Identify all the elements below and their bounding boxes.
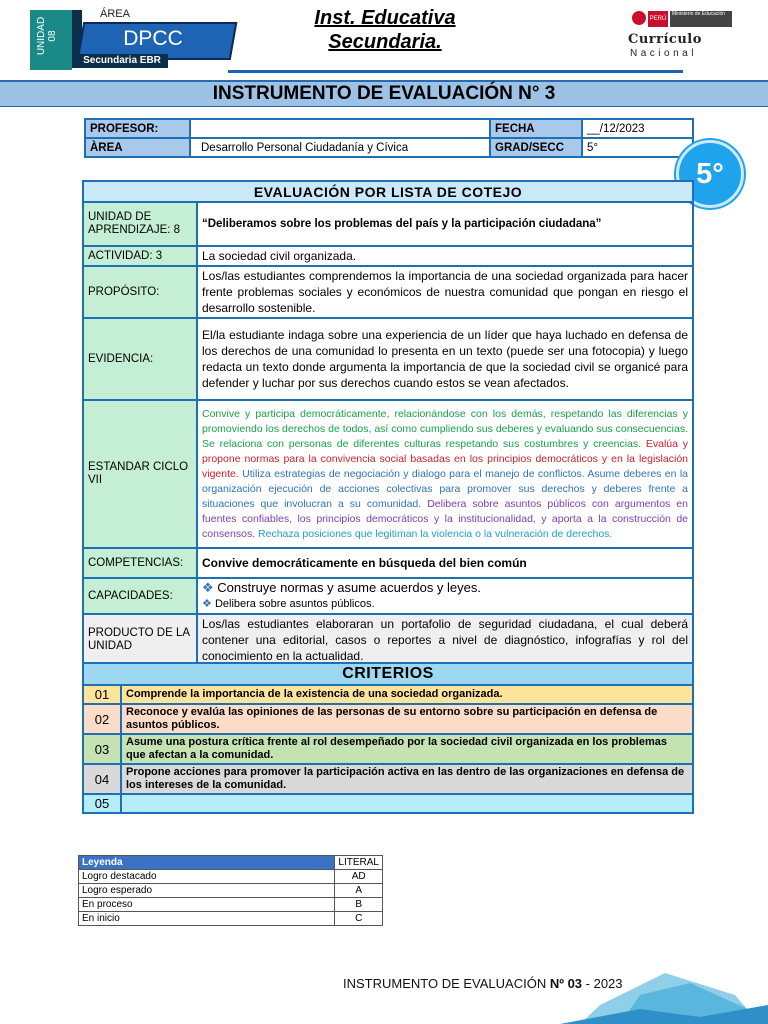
- legend-table: [78, 855, 383, 926]
- logo-word1: Currículo: [628, 32, 702, 47]
- curriculo-logo: [626, 8, 734, 62]
- criterion-number: 01: [83, 685, 121, 704]
- unit-badge: [30, 10, 72, 70]
- producto-label: PRODUCTO DE LA UNIDAD: [83, 614, 197, 666]
- legend-literal-header: LITERAL: [335, 856, 383, 870]
- producto-value: Los/las estudiantes elaboraran un portafolio de seguridad ciudadana, el cual deberá contener una editorial, casos o reportes a nivel de diagnóstico, infografías y rol del conocimiento en la actualidad.: [197, 614, 693, 666]
- logo-word2: Nacional: [630, 48, 697, 59]
- legend-literal: B: [335, 898, 383, 912]
- grado-label: GRAD/SECC: [490, 138, 582, 157]
- logo-country: PERÚ: [648, 11, 668, 27]
- capacidad-2: Delibera sobre asuntos públicos.: [214, 598, 375, 610]
- criteria-table: [82, 662, 694, 814]
- competencia-value: Convive democráticamente en búsqueda del bien común: [197, 548, 693, 578]
- footer-suffix: - 2023: [582, 976, 623, 991]
- competencia-label: COMPETENCIAS:: [83, 548, 197, 578]
- profesor-label: PROFESOR:: [85, 119, 190, 138]
- criterion-text: Reconoce y evalúa las opiniones de las personas de su entorno sobre su participación en defensa de asuntos públicos.: [121, 704, 693, 734]
- page-title: INSTRUMENTO DE EVALUACIÓN N° 3: [0, 80, 768, 107]
- evidencia-value: El/la estudiante indaga sobre una experiencia de un líder que haya luchado en defensa de los derechos de una comunidad lo presenta en un texto (puede ser una fotocopia) y luego redacta un texto donde argumenta la importancia de que la sociedad civil se organicé para defender y luchar por sus derechos cuando estos se vean afectados.: [197, 318, 693, 400]
- estandar-part-4: Delibera sobre asuntos públicos con argumentos en fuentes confiables, los principios democráticos y la institucionalidad, y aporta a la construcción de consensos.: [202, 497, 688, 540]
- legend-label: Logro destacado: [79, 870, 335, 884]
- capacidades-label: CAPACIDADES:: [83, 578, 197, 614]
- estandar-part-5: Rechaza posiciones que legitiman la violencia o la vulneración de derechos.: [255, 527, 613, 540]
- checklist-heading: EVALUACIÓN POR LISTA DE COTEJO: [83, 181, 693, 202]
- criterion-number: 03: [83, 734, 121, 764]
- footer-number: Nº 03: [549, 976, 583, 991]
- unit-number: 08: [47, 30, 58, 42]
- grado-value: 5°: [582, 138, 693, 157]
- level-label: Secundaria EBR: [76, 54, 168, 68]
- area-label: ÁREA: [100, 8, 130, 20]
- unit-label: UNIDAD: [36, 16, 47, 56]
- grade-badge: 5°: [676, 140, 744, 208]
- capacidades-value: [197, 578, 693, 614]
- criterion-text: Asume una postura crítica frente al rol desempeñado por la sociedad civil organizada en los problemas que afectan a la comunidad.: [121, 734, 693, 764]
- criterion-number: 04: [83, 764, 121, 794]
- evidencia-label: EVIDENCIA:: [83, 318, 197, 400]
- legend-label: Logro esperado: [79, 884, 335, 898]
- unidad-value: “Deliberamos sobre los problemas del país y la participación ciudadana”: [197, 202, 693, 246]
- estandar-part-2: Evalúa y propone normas para la convivencia social basadas en los principios democráticos y en la legislación vigente.: [202, 437, 688, 480]
- criterion-number: 02: [83, 704, 121, 734]
- fecha-value: __/12/2023: [582, 119, 693, 138]
- institution-name: [250, 6, 520, 54]
- institution-line1: Inst. Educativa: [314, 7, 456, 29]
- unidad-label: UNIDAD DE APRENDIZAJE: 8: [83, 202, 197, 246]
- legend-literal: A: [335, 884, 383, 898]
- proposito-value: Los/las estudiantes comprendemos la importancia de una sociedad organizada para hacer frente problemas sociales y económicos de nuestra comunidad que pongan en riesgo el desarrollo sostenible.: [197, 266, 693, 318]
- estandar-part-3: Utiliza estrategias de negociación y dialogo para el manejo de conflictos. Asume deberes en la organización ejecución de acciones colectivas para promover sus derechos y deberes frente a situaciones que involucran a su comunidad.: [202, 467, 688, 510]
- diamond-bullet-icon: ❖: [202, 598, 212, 610]
- area-row-value: Desarrollo Personal Ciudadanía y Cívica: [190, 138, 490, 157]
- estandar-value: [197, 400, 693, 548]
- area-code: DPCC: [123, 27, 183, 50]
- criterion-text: Propone acciones para promover la participación activa en las dentro de las organizaciones en defensa de los intereses de la comunidad.: [121, 764, 693, 794]
- area-row-label: ÀREA: [85, 138, 190, 157]
- proposito-label: PROPÓSITO:: [83, 266, 197, 318]
- info-table: [84, 118, 694, 158]
- actividad-value: La sociedad civil organizada.: [197, 246, 693, 266]
- legend-label: En proceso: [79, 898, 335, 912]
- capacidad-1: Construye normas y asume acuerdos y leyes.: [217, 580, 482, 595]
- legend-literal: C: [335, 912, 383, 926]
- actividad-label: ACTIVIDAD: 3: [83, 246, 197, 266]
- criteria-heading: CRITERIOS: [83, 663, 693, 685]
- profesor-value: [190, 119, 490, 138]
- criterion-number: 05: [83, 794, 121, 813]
- legend-header: Leyenda: [79, 856, 335, 870]
- institution-line2: Secundaria.: [328, 31, 442, 53]
- fecha-label: FECHA: [490, 119, 582, 138]
- estandar-part-1: Convive y participa democráticamente, relacionándose con los demás, respetando las diferencias y promoviendo los derechos de todos, así como cumpliendo sus deberes y evaluando sus consecuencias. Se relaciona con personas de diferentes culturas respetando sus costumbres y creencias.: [202, 407, 688, 450]
- criterion-text: Comprende la importancia de la existencia de una sociedad organizada.: [121, 685, 693, 704]
- criterion-text: [121, 794, 693, 813]
- estandar-label: ESTANDAR CICLO VII: [83, 400, 197, 548]
- shield-icon: [632, 11, 646, 25]
- diamond-bullet-icon: ❖: [202, 580, 214, 595]
- checklist-table: [82, 180, 694, 667]
- legend-literal: AD: [335, 870, 383, 884]
- header-divider: [228, 70, 683, 73]
- legend-label: En inicio: [79, 912, 335, 926]
- logo-ministry: Ministerio de Educación: [670, 11, 732, 27]
- footer-prefix: INSTRUMENTO DE EVALUACIÓN: [343, 976, 550, 991]
- mountain-decoration: [560, 965, 768, 1024]
